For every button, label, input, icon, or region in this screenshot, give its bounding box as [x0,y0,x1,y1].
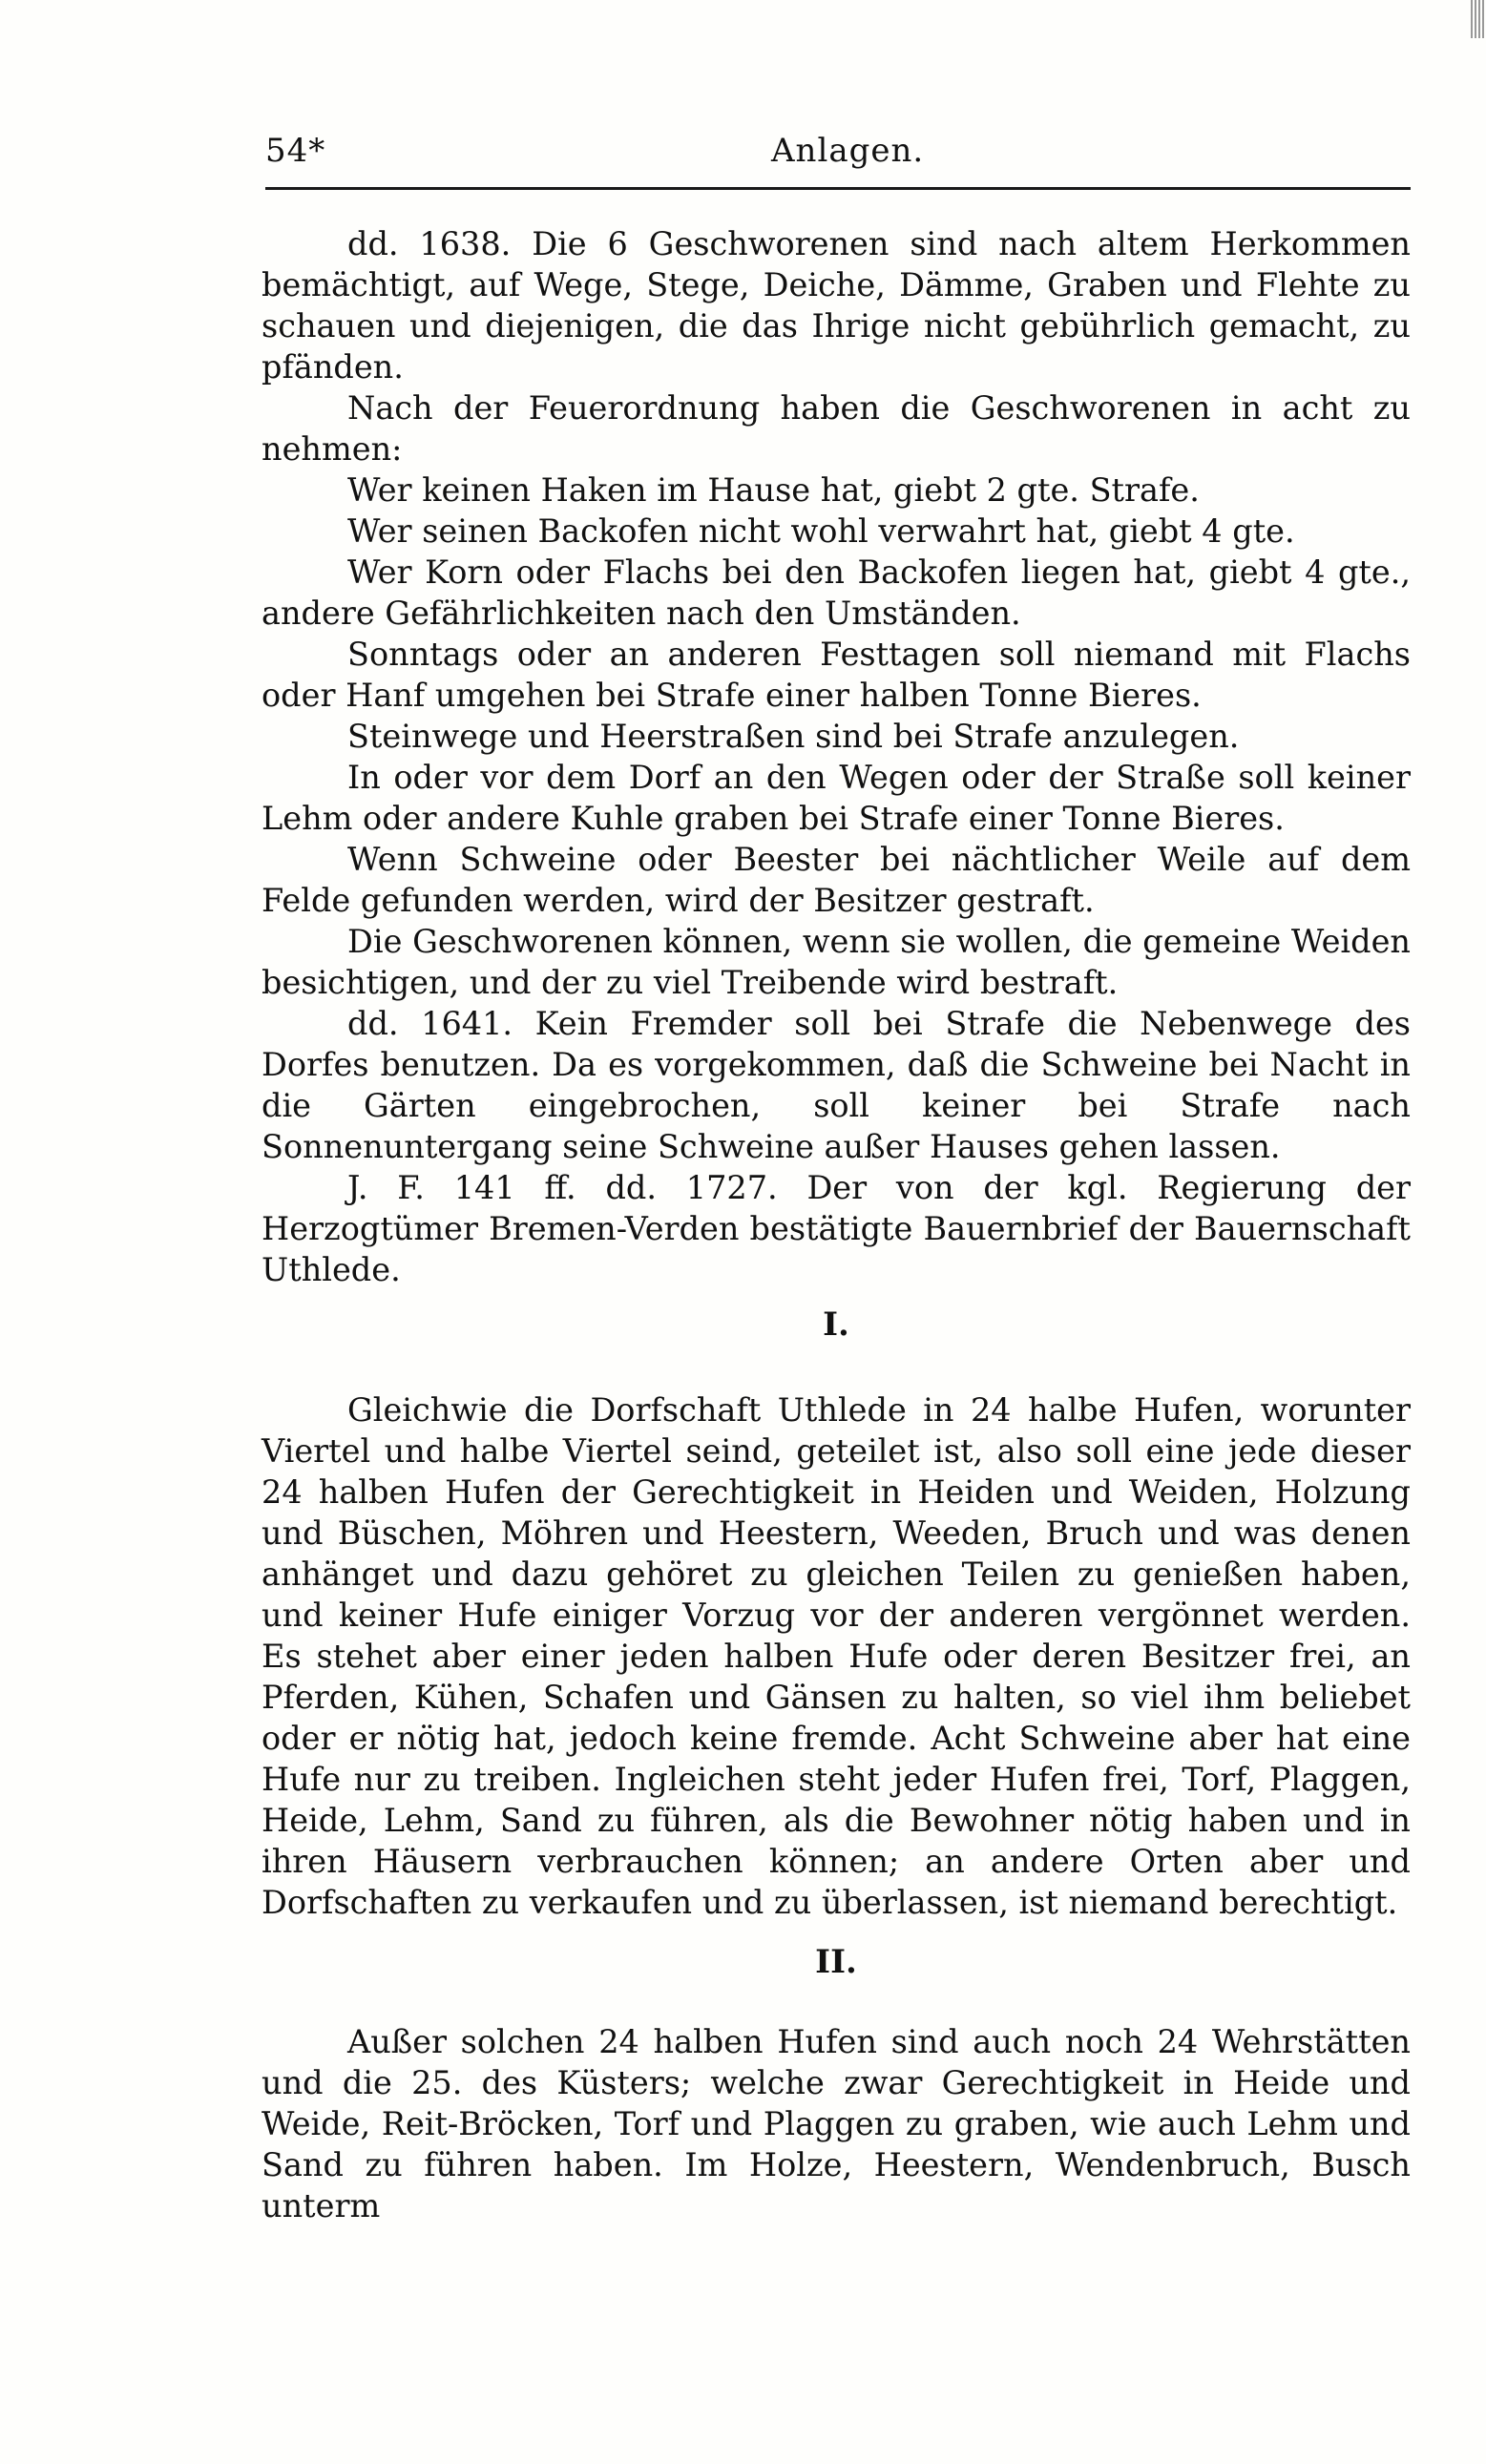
header-rule [265,187,1411,190]
paragraph-haken: Wer keinen Haken im Hause hat, giebt 2 gte. Strafe. [347,471,1200,509]
paragraph-lehm-kuhle: In oder vor dem Dorf an den Wegen oder der Straße soll keiner Lehm oder andere Kuhle graben bei Strafe einer Tonne Bieres. [262,759,1411,837]
paragraph-1638: dd. 1638. Die 6 Geschworenen sind nach altem Herkommen bemächtigt, auf Wege, Stege, Deiche, Dämme, Graben und Flehte zu schauen und diejenigen, die das Ihrige nicht gebührlich gemacht, zu pfänden. [262,225,1411,386]
paragraph-steinwege: Steinwege und Heerstraßen sind bei Strafe anzulegen. [347,718,1240,755]
paragraph-1727-bauernbrief: J. F. 141 ff. dd. 1727. Der von der kgl. Regierung der Herzogtümer Bremen-Verden bestätigte Bauernbrief der Bauernschaft Uthlede. [262,1169,1411,1288]
paragraph-korn-flachs: Wer Korn oder Flachs bei den Backofen liegen hat, giebt 4 gte., andere Gefährlichkeiten nach den Umständen. [262,553,1411,632]
section-heading-1: I. [823,1305,849,1344]
page-header [265,132,1411,189]
paragraph-feuerordnung: Nach der Feuerordnung haben die Geschworenen in acht zu nehmen: [262,389,1411,468]
page-number: 54* [265,132,326,170]
scan-edge-mark [1471,0,1486,38]
paragraph-weiden-besichtigen: Die Geschworenen können, wenn sie wollen, die gemeine Weiden besichtigen, und der zu viel Treibende wird bestraft. [262,923,1411,1001]
section-1-text: Gleichwie die Dorfschaft Uthlede in 24 halbe Hufen, worunter Viertel und halbe Viertel seind, geteilet ist, also soll eine jede dieser 24 halben Hufen der Gerechtigkeit in Heiden und Weiden, Holzung und Büschen, Möhren und Heestern, Weeden, Bruch und was denen anhänget und dazu gehöret zu gleichen Teilen zu genießen haben, und keiner Hufe einiger Vorzug vor der anderen vergönnet werden. Es stehet aber einer jeden halben Hufe oder deren Besitzer frei, an Pferden, Kühen, Schafen und Gänsen zu halten, so viel ihm beliebet oder er nötig hat, jedoch keine fremde. Acht Schweine aber hat eine Hufe nur zu treiben. Ingleichen steht jeder Hufen frei, Torf, Plaggen, Heide, Lehm, Sand zu führen, als die Bewohner nötig haben und in ihren Häusern verbrauchen können; an andere Orten aber und Dorfschaften zu verkaufen und zu überlassen, ist niemand berechtigt. [262,1391,1411,1921]
section-2-text: Außer solchen 24 halben Hufen sind auch noch 24 Wehrstätten und die 25. des Küsters; welche zwar Gerechtigkeit in Heide und Weide, Reit-Bröcken, Torf und Plaggen zu graben, wie auch Lehm und Sand zu führen haben. Im Holze, Heestern, Wendenbruch, Busch unterm [262,2023,1411,2224]
paragraph-sonntags: Sonntags oder an anderen Festtagen soll niemand mit Flachs oder Hanf umgehen bei Strafe einer halben Tonne Bieres. [262,636,1411,714]
paragraph-schweine-beester: Wenn Schweine oder Beester bei nächtlicher Weile auf dem Felde gefunden werden, wird der Besitzer gestraft. [262,841,1411,919]
section-heading-2: II. [815,1943,857,1981]
body-text [262,223,1411,2226]
paragraph-1641: dd. 1641. Kein Fremder soll bei Strafe die Nebenwege des Dorfes benutzen. Da es vorgekommen, daß die Schweine bei Nacht in die Gärten eingebrochen, soll keiner bei Strafe nach Sonnenuntergang seine Schweine außer Hauses gehen lassen. [262,1005,1411,1165]
paragraph-backofen: Wer seinen Backofen nicht wohl verwahrt hat, giebt 4 gte. [347,512,1295,550]
running-title: Anlagen. [771,132,925,170]
